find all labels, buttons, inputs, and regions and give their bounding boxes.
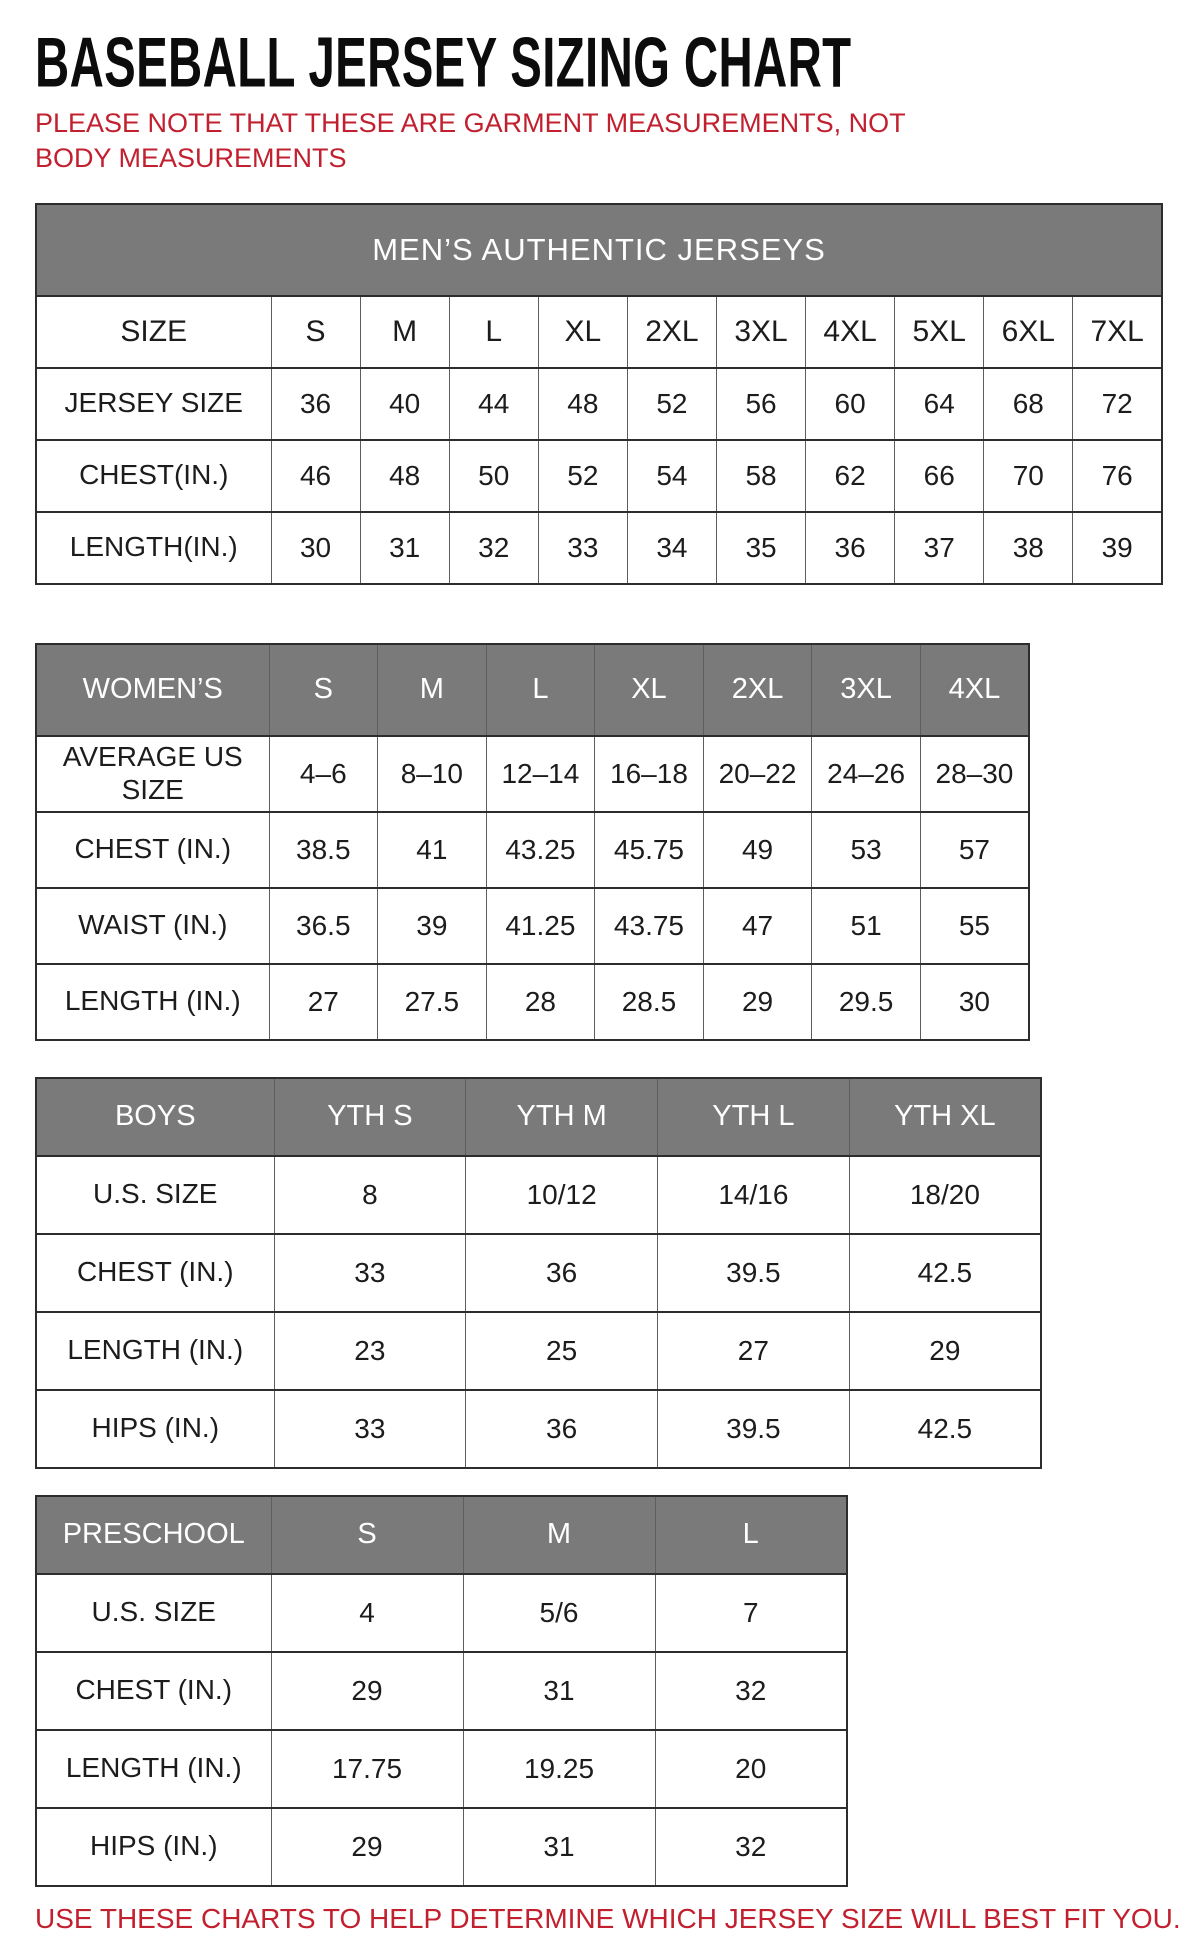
value-cell: 44 xyxy=(449,368,538,440)
value-cell: 34 xyxy=(627,512,716,584)
value-cell: 64 xyxy=(895,368,984,440)
value-cell: 54 xyxy=(627,440,716,512)
boys-col-header-yth-xl: YTH XL xyxy=(849,1078,1041,1156)
value-cell: 20 xyxy=(655,1730,847,1808)
value-cell: 27 xyxy=(658,1312,850,1390)
boys-size-table xyxy=(35,1077,1042,1469)
value-cell: 30 xyxy=(271,512,360,584)
value-cell: 27 xyxy=(269,964,378,1040)
value-cell: 58 xyxy=(716,440,805,512)
row-label: LENGTH (IN.) xyxy=(36,964,269,1040)
value-cell: 29 xyxy=(271,1652,463,1730)
womens-col-header-m: M xyxy=(378,644,487,736)
page-title: BASEBALL JERSEY SIZING CHART xyxy=(35,22,852,103)
row-label: U.S. SIZE xyxy=(36,1156,274,1234)
preschool-col-header-l: L xyxy=(655,1496,847,1574)
boys-col-header-yth-l: YTH L xyxy=(658,1078,850,1156)
boys-col-header-label: BOYS xyxy=(36,1078,274,1156)
boys-row-hips-in- xyxy=(36,1390,1041,1468)
value-cell: 29 xyxy=(271,1808,463,1886)
row-label: HIPS (IN.) xyxy=(36,1390,274,1468)
value-cell: 37 xyxy=(895,512,984,584)
womens-row-length-in- xyxy=(36,964,1029,1040)
value-cell: 31 xyxy=(463,1808,655,1886)
value-cell: 42.5 xyxy=(849,1234,1041,1312)
value-cell: 46 xyxy=(271,440,360,512)
value-cell: 12–14 xyxy=(486,736,595,812)
mens-col-header-m: M xyxy=(360,296,449,368)
preschool-row-u-s-size xyxy=(36,1574,847,1652)
value-cell: 62 xyxy=(806,440,895,512)
womens-col-header-4xl: 4XL xyxy=(920,644,1029,736)
boys-header-row xyxy=(36,1078,1041,1156)
mens-col-header-7xl: 7XL xyxy=(1073,296,1162,368)
womens-col-header-s: S xyxy=(269,644,378,736)
womens-col-header-xl: XL xyxy=(595,644,704,736)
value-cell: 24–26 xyxy=(812,736,921,812)
preschool-row-chest-in- xyxy=(36,1652,847,1730)
boys-row-chest-in- xyxy=(36,1234,1041,1312)
mens-banner: MEN’S AUTHENTIC JERSEYS xyxy=(36,204,1162,296)
value-cell: 36 xyxy=(466,1390,658,1468)
value-cell: 56 xyxy=(716,368,805,440)
mens-header-row xyxy=(36,296,1162,368)
value-cell: 28 xyxy=(486,964,595,1040)
value-cell: 36 xyxy=(806,512,895,584)
value-cell: 33 xyxy=(274,1390,466,1468)
mens-col-header-s: S xyxy=(271,296,360,368)
value-cell: 66 xyxy=(895,440,984,512)
value-cell: 31 xyxy=(463,1652,655,1730)
preschool-col-header-m: M xyxy=(463,1496,655,1574)
mens-row-jersey-size xyxy=(36,368,1162,440)
mens-col-header-5xl: 5XL xyxy=(895,296,984,368)
row-label: LENGTH (IN.) xyxy=(36,1312,274,1390)
value-cell: 17.75 xyxy=(271,1730,463,1808)
row-label: LENGTH(IN.) xyxy=(36,512,271,584)
mens-size-table xyxy=(35,203,1163,585)
womens-col-header-3xl: 3XL xyxy=(812,644,921,736)
value-cell: 36 xyxy=(271,368,360,440)
value-cell: 53 xyxy=(812,812,921,888)
value-cell: 4–6 xyxy=(269,736,378,812)
row-label: LENGTH (IN.) xyxy=(36,1730,271,1808)
value-cell: 38 xyxy=(984,512,1073,584)
value-cell: 68 xyxy=(984,368,1073,440)
womens-col-header-label: WOMEN’S xyxy=(36,644,269,736)
value-cell: 16–18 xyxy=(595,736,704,812)
preschool-row-length-in- xyxy=(36,1730,847,1808)
value-cell: 50 xyxy=(449,440,538,512)
value-cell: 39 xyxy=(378,888,487,964)
row-label: HIPS (IN.) xyxy=(36,1808,271,1886)
row-label: CHEST (IN.) xyxy=(36,1234,274,1312)
womens-header-row xyxy=(36,644,1029,736)
value-cell: 40 xyxy=(360,368,449,440)
boys-col-header-yth-s: YTH S xyxy=(274,1078,466,1156)
size-tables-container xyxy=(35,203,1165,1887)
value-cell: 49 xyxy=(703,812,812,888)
value-cell: 35 xyxy=(716,512,805,584)
value-cell: 39.5 xyxy=(658,1234,850,1312)
mens-col-header-l: L xyxy=(449,296,538,368)
value-cell: 18/20 xyxy=(849,1156,1041,1234)
value-cell: 31 xyxy=(360,512,449,584)
value-cell: 41 xyxy=(378,812,487,888)
value-cell: 48 xyxy=(538,368,627,440)
value-cell: 47 xyxy=(703,888,812,964)
value-cell: 33 xyxy=(274,1234,466,1312)
garment-measurement-note: PLEASE NOTE THAT THESE ARE GARMENT MEASUREMENTS, NOT BODY MEASUREMENTS xyxy=(35,108,906,174)
value-cell: 39.5 xyxy=(658,1390,850,1468)
womens-row-average-us-size xyxy=(36,736,1029,812)
value-cell: 41.25 xyxy=(486,888,595,964)
value-cell: 36.5 xyxy=(269,888,378,964)
womens-row-chest-in- xyxy=(36,812,1029,888)
value-cell: 70 xyxy=(984,440,1073,512)
preschool-row-hips-in- xyxy=(36,1808,847,1886)
value-cell: 27.5 xyxy=(378,964,487,1040)
value-cell: 30 xyxy=(920,964,1029,1040)
value-cell: 28–30 xyxy=(920,736,1029,812)
mens-col-header-6xl: 6XL xyxy=(984,296,1073,368)
value-cell: 5/6 xyxy=(463,1574,655,1652)
value-cell: 32 xyxy=(655,1652,847,1730)
value-cell: 8–10 xyxy=(378,736,487,812)
value-cell: 29 xyxy=(849,1312,1041,1390)
value-cell: 8 xyxy=(274,1156,466,1234)
value-cell: 43.25 xyxy=(486,812,595,888)
value-cell: 20–22 xyxy=(703,736,812,812)
value-cell: 14/16 xyxy=(658,1156,850,1234)
value-cell: 32 xyxy=(449,512,538,584)
preschool-header-row xyxy=(36,1496,847,1574)
value-cell: 25 xyxy=(466,1312,658,1390)
row-label: CHEST (IN.) xyxy=(36,812,269,888)
value-cell: 76 xyxy=(1073,440,1162,512)
mens-col-header-label: SIZE xyxy=(36,296,271,368)
value-cell: 55 xyxy=(920,888,1029,964)
mens-col-header-4xl: 4XL xyxy=(806,296,895,368)
mens-row-length-in- xyxy=(36,512,1162,584)
row-label: CHEST (IN.) xyxy=(36,1652,271,1730)
mens-col-header-3xl: 3XL xyxy=(716,296,805,368)
value-cell: 36 xyxy=(466,1234,658,1312)
value-cell: 45.75 xyxy=(595,812,704,888)
value-cell: 48 xyxy=(360,440,449,512)
preschool-col-header-s: S xyxy=(271,1496,463,1574)
boys-col-header-yth-m: YTH M xyxy=(466,1078,658,1156)
value-cell: 42.5 xyxy=(849,1390,1041,1468)
womens-size-table xyxy=(35,643,1030,1041)
mens-banner-row xyxy=(36,204,1162,296)
value-cell: 33 xyxy=(538,512,627,584)
mens-col-header-2xl: 2XL xyxy=(627,296,716,368)
value-cell: 51 xyxy=(812,888,921,964)
preschool-col-header-label: PRESCHOOL xyxy=(36,1496,271,1574)
row-label: JERSEY SIZE xyxy=(36,368,271,440)
value-cell: 57 xyxy=(920,812,1029,888)
value-cell: 52 xyxy=(627,368,716,440)
value-cell: 52 xyxy=(538,440,627,512)
preschool-size-table xyxy=(35,1495,848,1887)
mens-row-chest-in- xyxy=(36,440,1162,512)
value-cell: 39 xyxy=(1073,512,1162,584)
value-cell: 23 xyxy=(274,1312,466,1390)
value-cell: 72 xyxy=(1073,368,1162,440)
value-cell: 32 xyxy=(655,1808,847,1886)
value-cell: 43.75 xyxy=(595,888,704,964)
value-cell: 7 xyxy=(655,1574,847,1652)
value-cell: 4 xyxy=(271,1574,463,1652)
value-cell: 10/12 xyxy=(466,1156,658,1234)
womens-row-waist-in- xyxy=(36,888,1029,964)
footer-note: USE THESE CHARTS TO HELP DETERMINE WHICH JERSEY SIZE WILL BEST FIT YOU. xyxy=(35,1902,1181,1934)
value-cell: 29.5 xyxy=(812,964,921,1040)
value-cell: 19.25 xyxy=(463,1730,655,1808)
row-label: WAIST (IN.) xyxy=(36,888,269,964)
row-label: CHEST(IN.) xyxy=(36,440,271,512)
womens-col-header-2xl: 2XL xyxy=(703,644,812,736)
row-label: U.S. SIZE xyxy=(36,1574,271,1652)
boys-row-u-s-size xyxy=(36,1156,1041,1234)
value-cell: 60 xyxy=(806,368,895,440)
boys-row-length-in- xyxy=(36,1312,1041,1390)
value-cell: 28.5 xyxy=(595,964,704,1040)
womens-col-header-l: L xyxy=(486,644,595,736)
value-cell: 38.5 xyxy=(269,812,378,888)
row-label: AVERAGE US SIZE xyxy=(36,736,269,812)
mens-col-header-xl: XL xyxy=(538,296,627,368)
value-cell: 29 xyxy=(703,964,812,1040)
